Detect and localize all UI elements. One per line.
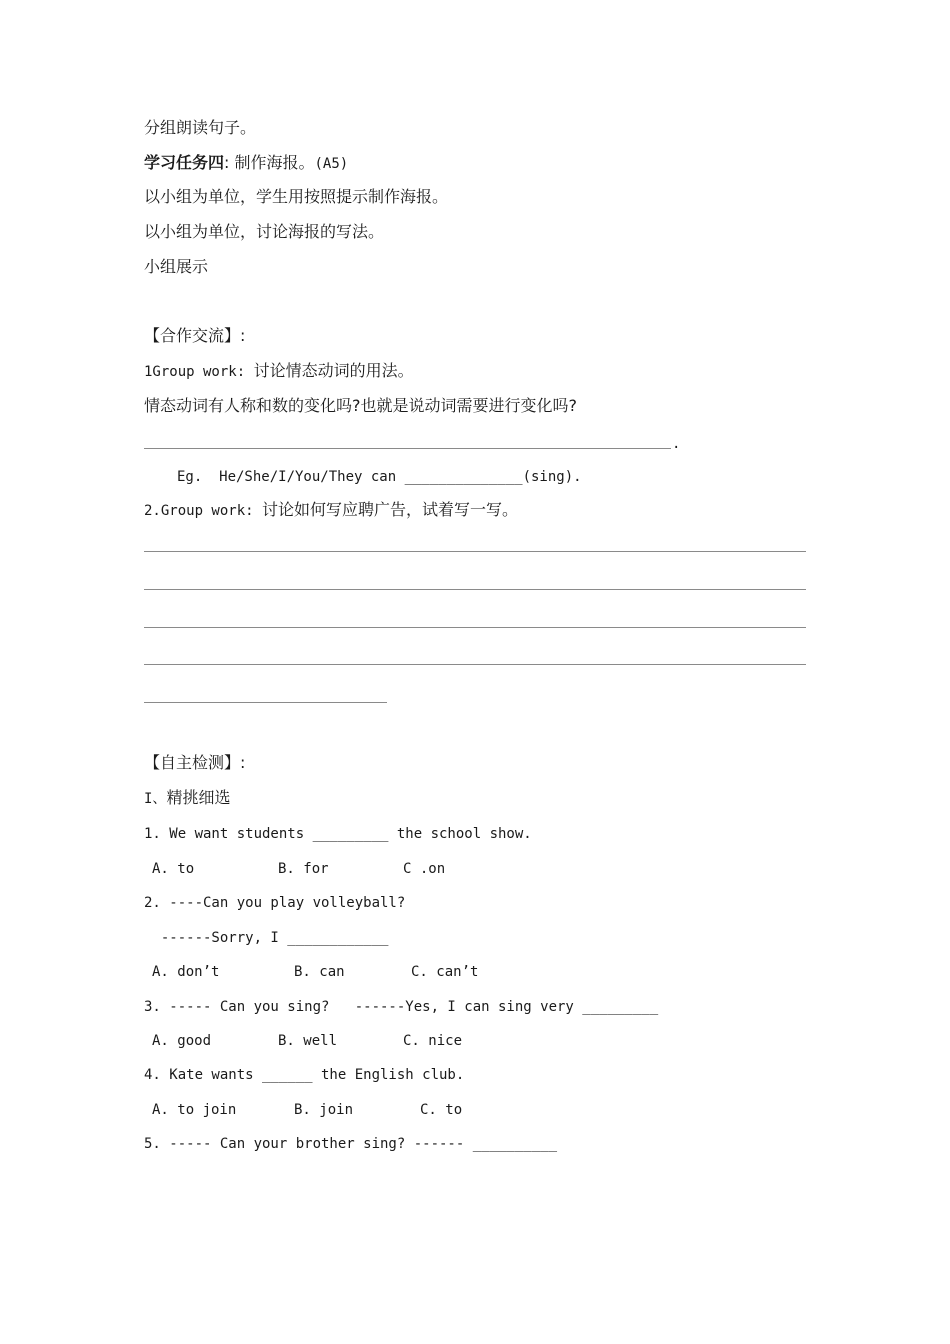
question-1-option-a: A. to — [152, 861, 195, 877]
writing-line — [144, 551, 806, 552]
writing-line — [144, 702, 387, 703]
task-four-text: : 制作海报。 — [224, 153, 315, 172]
writing-line — [144, 589, 806, 590]
line-make-poster: 以小组为单位，学生用按照提示制作海报。 — [144, 187, 449, 206]
group-work-2-prefix: 2.Group work: — [144, 503, 263, 519]
question-4-option-a: A. to join — [152, 1102, 237, 1118]
group-work-1-prefix: 1Group work: — [144, 364, 254, 380]
question-modal-verbs: 情态动词有人称和数的变化吗?也就是说动词需要进行变化吗? — [144, 396, 577, 415]
question-4-option-b: B. join — [294, 1102, 354, 1118]
coop-heading: 【合作交流】: — [144, 326, 246, 345]
self-check-heading: 【自主检测】: — [144, 753, 246, 772]
section-one-text: 精挑细选 — [166, 788, 231, 807]
line-group-reading: 分组朗读句子。 — [144, 118, 257, 137]
question-2-option-b: B. can — [294, 964, 345, 980]
question-3-option-a: A. good — [152, 1033, 212, 1049]
question-2-option-a: A. don’t — [152, 964, 220, 980]
line-group-show: 小组展示 — [144, 257, 209, 276]
question-4-option-c: C. to — [420, 1102, 463, 1118]
task-four-label: 学习任务四 — [144, 153, 225, 172]
writing-line — [144, 627, 806, 628]
question-3-option-b: B. well — [278, 1033, 338, 1049]
task-four-code: (A5) — [314, 156, 349, 172]
group-work-2-text: 讨论如何写应聘广告，试着写一写。 — [262, 500, 519, 519]
question-5-stem: 5. ----- Can your brother sing? ------ __________ — [144, 1136, 558, 1152]
question-1-option-c: C .on — [403, 861, 446, 877]
answer-line — [144, 448, 671, 449]
group-work-1 — [144, 361, 414, 382]
question-4-stem: 4. Kate wants ______ the English club. — [144, 1067, 465, 1083]
example-sentence: Eg. He/She/I/You/They can ______________(sing). — [177, 469, 582, 485]
question-2-option-c: C. can’t — [411, 964, 479, 980]
question-3-stem: 3. ----- Can you sing? ------Yes, I can sing very _________ — [144, 999, 659, 1015]
question-1-option-b: B. for — [278, 861, 329, 877]
question-2-response: ------Sorry, I ____________ — [144, 930, 389, 946]
section-one-prefix: I、 — [144, 791, 167, 807]
group-work-2 — [144, 500, 518, 521]
task-four-line — [144, 153, 348, 174]
section-one-heading — [144, 788, 230, 809]
writing-line — [144, 664, 806, 665]
group-work-1-text: 讨论情态动词的用法。 — [253, 361, 414, 380]
question-1-stem: 1. We want students _________ the school show. — [144, 826, 532, 842]
line-discuss-poster: 以小组为单位，讨论海报的写法。 — [144, 222, 385, 241]
question-3-option-c: C. nice — [403, 1033, 463, 1049]
answer-line-period: . — [672, 436, 681, 452]
question-2-stem: 2. ----Can you play volleyball? — [144, 895, 406, 911]
